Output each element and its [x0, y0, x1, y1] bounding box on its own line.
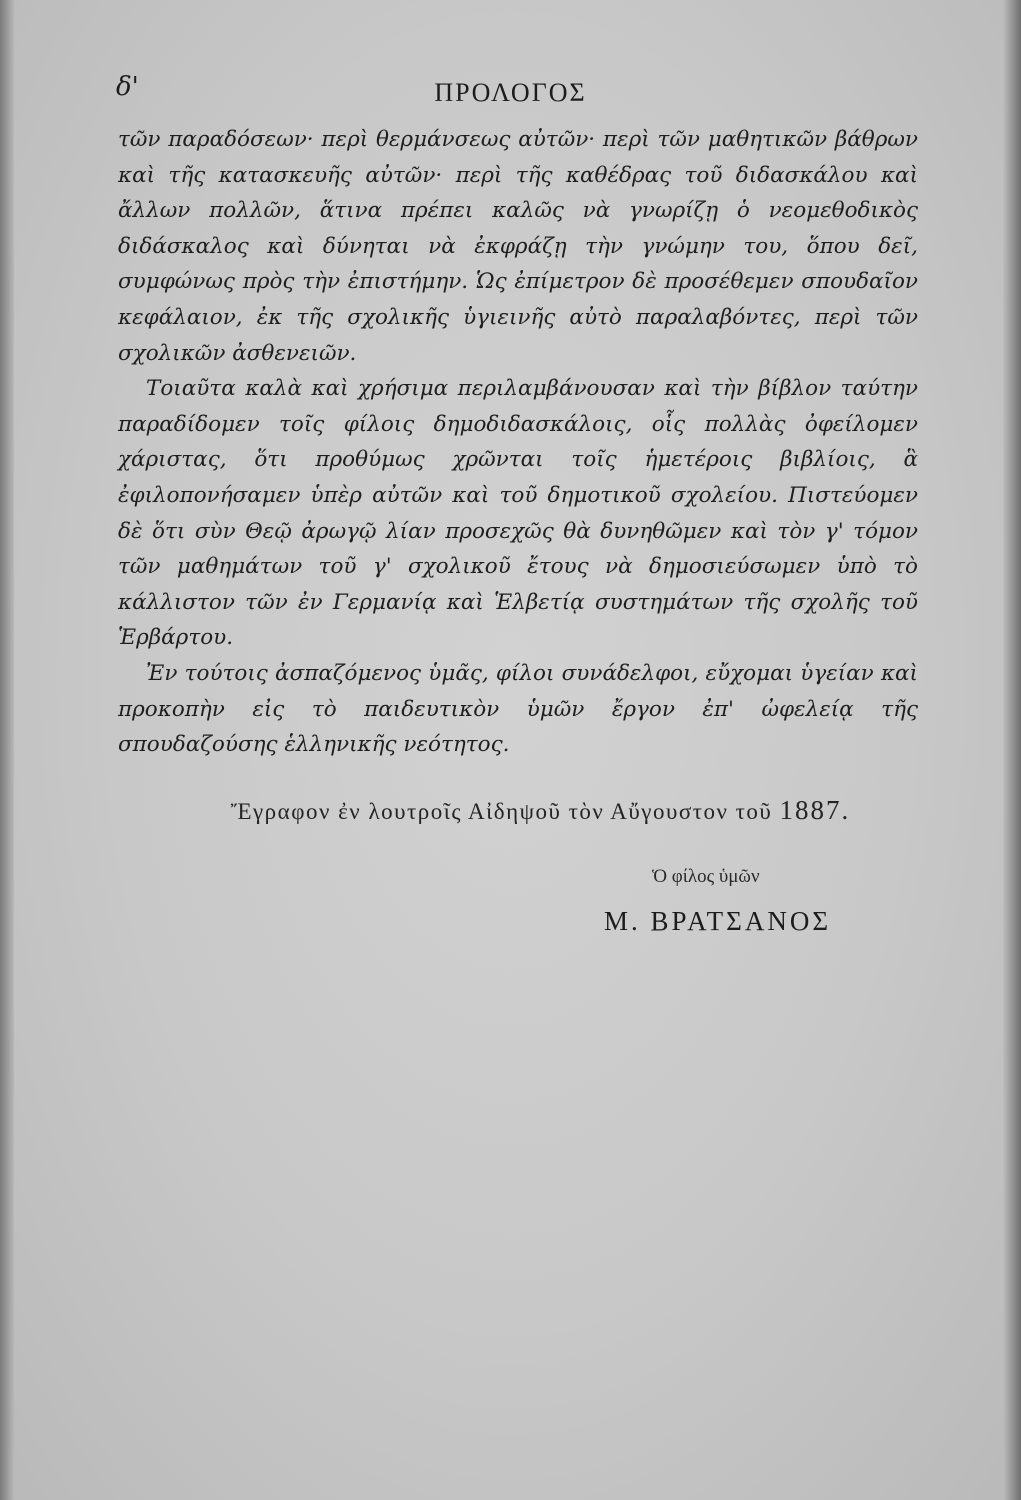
closing-salutation: Ὁ φίλος ὑμῶν	[652, 866, 760, 887]
page-right-edge-shadow	[1003, 0, 1021, 1500]
author-signature: Μ. ΒΡΑΤΣΑΝΟΣ	[604, 906, 832, 936]
paragraph: Τοιαῦτα καλὰ καὶ χρήσιμα περιλαμβάνουσαν καὶ τὴν βίβλον ταύτην παραδίδομεν τοῖς φίλοις δημοδιδασκάλοις, οἷς πολλὰς ὀφείλομεν χάριστας, ὅτι προθύμως χρῶνται τοῖς ἡμετέροις βιβλίοις, ἃ ἐφιλοπονήσαμεν ὑπὲρ αὐτῶν καὶ τοῦ δημοτικοῦ σχολείου. Πιστεύομεν δὲ ὅτι σὺν Θεῷ ἀρωγῷ λίαν προσεχῶς θὰ δυνηθῶμεν καὶ τὸν γ' τόμον τῶν μαθημάτων τοῦ γ' σχολικοῦ ἔτους νὰ δημοσιεύσωμεν ὑπὸ τὸ κάλλιστον τῶν ἐν Γερμανίᾳ καὶ Ἑλβετίᾳ συστημάτων τῆς σχολῆς τοῦ Ἑρβάρτου.	[118, 376, 918, 651]
paragraph: Ἐν τούτοις ἀσπαζόμενος ὑμᾶς, φίλοι συνάδελφοι, εὔχομαι ὑγείαν καὶ προκοπὴν εἰς τὸ παιδευτικὸν ὑμῶν ἔργον ἐπ' ὠφελείᾳ τῆς σπουδαζούσης ἑλληνικῆς νεότητος.	[118, 660, 918, 758]
page-number: δ'	[116, 72, 139, 102]
dateline-text: Ἔγραφον ἐν λουτροῖς Αἰδηψοῦ τὸν Αὔγουστον τοῦ	[230, 799, 773, 824]
dateline	[0, 795, 1021, 826]
body-text	[118, 122, 918, 763]
page-left-edge-shadow	[0, 0, 14, 1500]
paragraph-continuation: τῶν παραδόσεων· περὶ θερμάνσεως αὐτῶν· περὶ τῶν μαθητικῶν βάθρων καὶ τῆς κατασκευῆς αὐτῶν· περὶ τῆς καθέδρας τοῦ διδασκάλου καὶ ἄλλων πολλῶν, ἅτινα πρέπει καλῶς νὰ γνωρίζῃ ὁ νεομεθοδικὸς διδάσκαλος καὶ δύνηται νὰ ἐκφράζῃ τὴν γνώμην του, ὅπου δεῖ, συμφώνως πρὸς τὴν ἐπιστήμην. Ὡς ἐπίμετρον δὲ προσέθεμεν σπουδαῖον κεφάλαιον, ἐκ τῆς σχολικῆς ὑγιεινῆς αὐτὸ παραλαβόντες, περὶ τῶν σχολικῶν ἀσθενειῶν.	[118, 127, 918, 366]
running-title: ΠΡΟΛΟΓΟΣ	[434, 78, 587, 107]
dateline-year: 1887.	[779, 795, 851, 825]
